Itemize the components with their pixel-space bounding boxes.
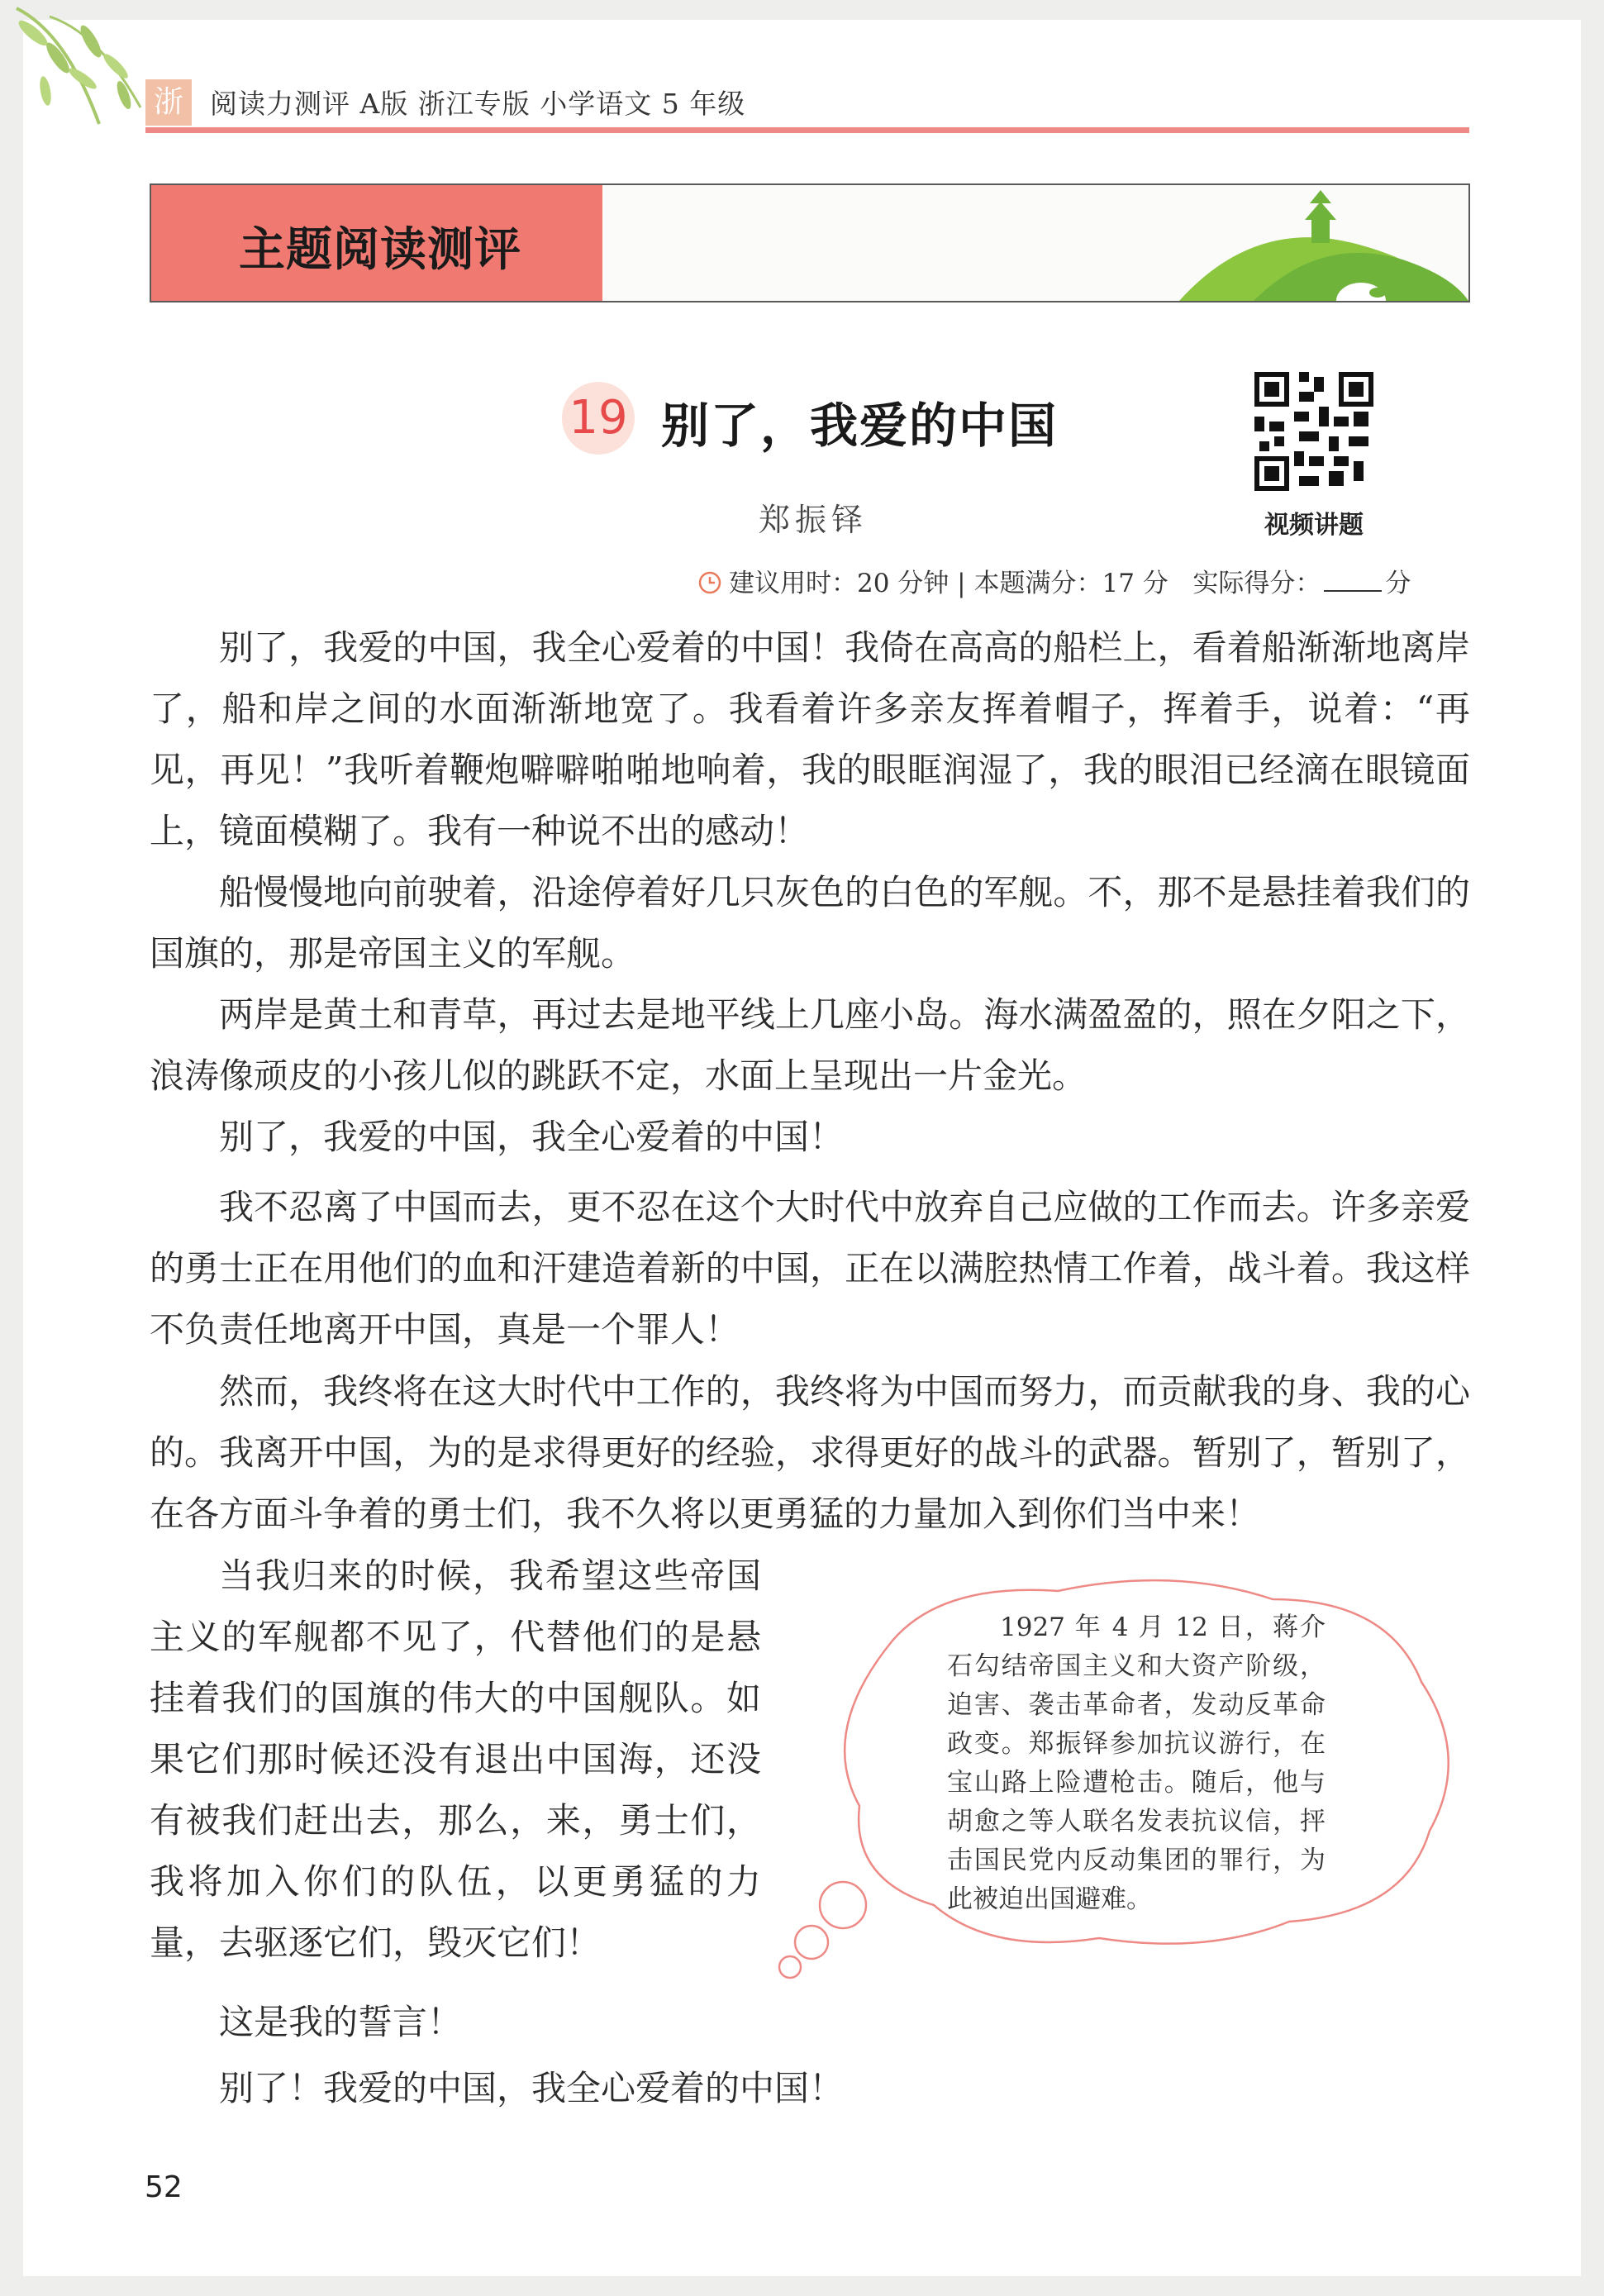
page-number: 52 [145,2170,183,2204]
paragraph: 别了！我爱的中国，我全心爱着的中国！ [219,2068,845,2108]
score-blank[interactable] [1324,589,1382,592]
actual-score-label: 实际得分： [1192,569,1321,598]
paragraph: 别了，我爱的中国，我全心爱着的中国！ [219,1117,845,1157]
info-separator: | [949,569,974,598]
full-score: 本题满分：17 分 [973,569,1168,598]
paragraph: 然而，我终将在这大时代中工作的，我终将为中国而努力，而贡献我的身、我的心的。我离开中国，为的是求得更好的经验，求得更好的战斗的武器。暂别了，暂别了，在各方面斗争着的勇士们，我不久将以更勇猛的力量加入到你们当中来！ [150,1371,1470,1534]
suggested-time: 建议用时：20 分钟 [729,569,950,598]
paragraph: 别了，我爱的中国，我全心爱着的中国！我倚在高高的船栏上，看着船渐渐地离岸了，船和岸之间的水面渐渐地宽了。我看着许多亲友挥着帽子，挥着手，说着：“再见，再见！”我听着鞭炮噼噼啪啪地响着，我的眼眶润湿了，我的眼泪已经滴在眼镜面上，镜面模糊了。我有一种说不出的感动！ [150,627,1470,851]
author: 郑振铎 [759,502,869,538]
info-line [697,562,1411,599]
lesson-title: 别了，我爱的中国 [661,398,1059,454]
paragraph: 这是我的誓言！ [219,2002,463,2042]
hills-pagoda-icon [1088,185,1468,301]
header-divider [145,127,1469,133]
paragraph: 船慢慢地向前驶着，沿途停着好几只灰色的白色的军舰。不，那不是悬挂着我们的国旗的，那是帝国主义的军舰。 [150,872,1470,974]
paragraph: 当我归来的时候，我希望这些帝国主义的军舰都不见了，代替他们的是悬挂着我们的国旗的伟大的中国舰队。如果它们那时候还没有退出中国海，还没有被我们赶出去，那么，来，勇士们，我将加入你们的队伍，以更勇猛的力量，去驱逐它们，毁灭它们！ [150,1555,761,1963]
qr-code-icon[interactable] [1254,372,1373,491]
info-gap [1168,569,1193,598]
banner-title: 主题阅读测评 [239,222,521,277]
paragraph: 我不忍离了中国而去，更不忍在这个大时代中放弃自己应做的工作而去。许多亲爱的勇士正在用他们的血和汗建造着新的中国，正在以满腔热情工作着，战斗着。我这样不负责任地离开中国，真是一个罪人！ [150,1187,1470,1350]
lesson-number: 19 [562,382,635,455]
clock-icon [697,570,722,595]
score-unit: 分 [1385,569,1411,598]
historical-note: 1927 年 4 月 12 日，蒋介石勾结帝国主义和大资产阶级，迫害、袭击革命者，发动反革命政变。郑振铎参加抗议游行，在宝山路上险遭枪击。随后，他与胡愈之等人联名发表抗议信，抨击国民党内反动集团的罪行，为此被迫出国避难。 [947,1612,1326,1914]
section-banner [150,183,1470,302]
paragraph: 两岸是黄土和青草，再过去是地平线上几座小岛。海水满盈盈的，照在夕阳之下，浪涛像顽皮的小孩儿似的跳跃不定，水面上呈现出一片金光。 [150,994,1470,1096]
header-title: 阅读力测评 A版 浙江专版 小学语文 5 年级 [210,88,746,120]
header-badge: 浙 [145,79,192,126]
qr-caption: 视频讲题 [1264,511,1364,540]
willow-branch-icon [0,0,165,141]
